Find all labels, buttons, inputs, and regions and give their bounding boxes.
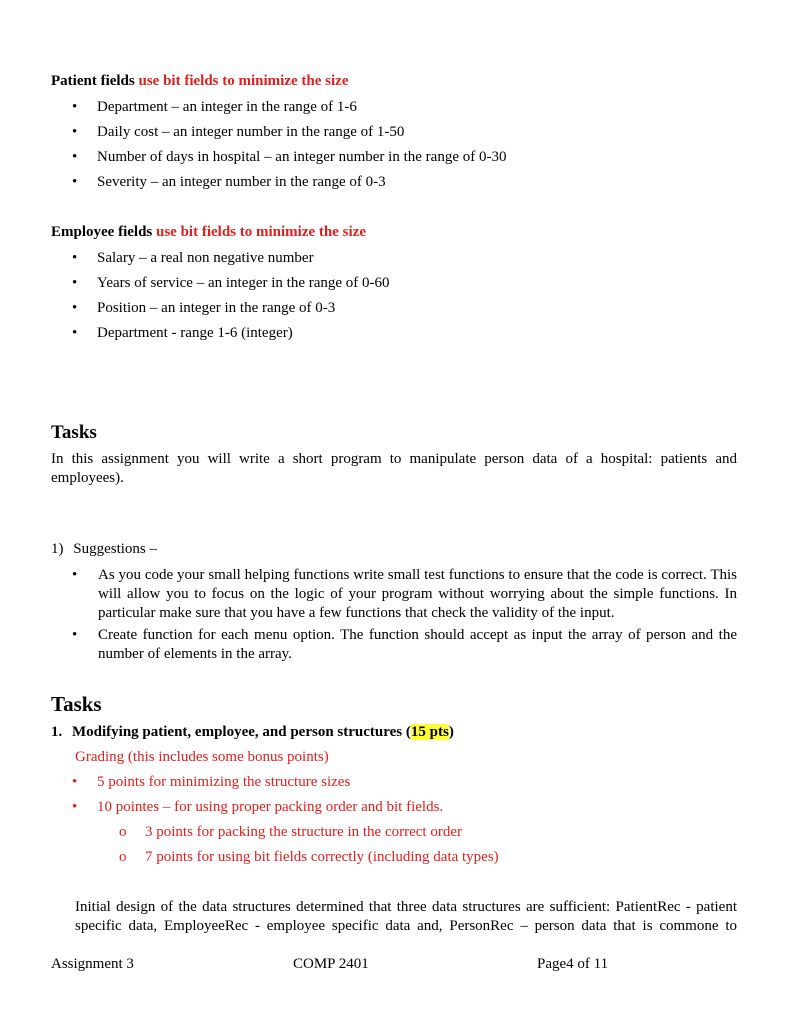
grading-title: Grading (this includes some bonus points) <box>75 749 329 765</box>
list-item: o 3 points for packing the structure in the correct order <box>119 824 462 840</box>
list-item: • Daily cost – an integer number in the range of 1-50 <box>72 124 405 140</box>
patient-fields-heading <box>51 72 348 91</box>
task-1-points-badge: 15 pts <box>410 724 449 740</box>
sub-bullet-icon: o <box>119 849 127 865</box>
list-item: • Number of days in hospital – an integer number in the range of 0-30 <box>72 149 507 165</box>
bullet-icon: • <box>72 300 78 316</box>
structures-paragraph: Initial design of the data structures determined that three data structures are sufficient: PatientRec - patient specific data, EmployeeRec - employee specific data and, PersonRec – person data that is commone to <box>75 899 737 934</box>
bullet-icon: • <box>72 627 78 643</box>
patient-fields-list <box>0 98 506 198</box>
employee-fields-heading <box>51 223 366 242</box>
suggestions-number: 1) <box>51 541 64 557</box>
sub-bullet-icon: o <box>119 824 127 840</box>
employee-fields-list <box>0 249 390 349</box>
list-item: • Department – an integer in the range of 1-6 <box>72 99 357 115</box>
bullet-icon: • <box>72 174 78 190</box>
patient-heading-note: use bit fields to minimize the size <box>138 73 349 89</box>
list-item: • 5 points for minimizing the structure sizes <box>72 774 351 790</box>
tasks-heading: Tasks <box>51 692 102 716</box>
bullet-icon: • <box>72 325 78 341</box>
list-item: • Years of service – an integer in the range of 0-60 <box>72 275 390 291</box>
list-item: • Severity – an integer number in the range of 0-3 <box>72 174 386 190</box>
suggestions-heading <box>51 540 157 559</box>
patient-heading-label: Patient fields <box>51 73 135 89</box>
employee-heading-label: Employee fields <box>51 224 153 240</box>
list-item: • As you code your small helping functions write small test functions to ensure that the code is correct. This will allow you to focus on the logic of your program without worrying about the simple functions. In particular make sure that you have a few functions that check the validity of the input. <box>72 567 737 621</box>
footer-center: COMP 2401 <box>293 956 369 972</box>
task-1-title-text: Modifying patient, employee, and person structures ( <box>72 724 411 740</box>
bullet-icon: • <box>72 275 78 291</box>
bullet-icon: • <box>72 124 78 140</box>
footer-left: Assignment 3 <box>51 956 134 972</box>
task-1-number: 1. <box>51 724 63 740</box>
list-item: • Create function for each menu option. The function should accept as input the array of person and the number of elements in the array. <box>72 627 737 662</box>
tasks-intro-paragraph: In this assignment you will write a short program to manipulate person data of a hospital: patients and employees). <box>51 451 737 486</box>
bullet-icon: • <box>72 250 78 266</box>
list-item: • Position – an integer in the range of 0-3 <box>72 300 336 316</box>
tasks-intro-heading: Tasks <box>51 422 97 443</box>
grading-list <box>0 773 443 823</box>
bullet-icon: • <box>72 567 78 583</box>
bullet-icon: • <box>72 774 78 790</box>
bullet-icon: • <box>72 149 78 165</box>
list-item: • Salary – a real non negative number <box>72 250 314 266</box>
bullet-icon: • <box>72 799 78 815</box>
employee-heading-note: use bit fields to minimize the size <box>156 224 366 240</box>
list-item: o 7 points for using bit fields correctly (including data types) <box>119 849 499 865</box>
footer-page-number: Page4 of 11 <box>537 956 609 972</box>
suggestions-title: Suggestions – <box>73 541 158 557</box>
task-1-title: 1. Modifying patient, employee, and person structures (15 pts) <box>51 724 454 740</box>
list-item: • Department - range 1-6 (integer) <box>72 325 293 341</box>
bullet-icon: • <box>72 99 78 115</box>
list-item: • 10 pointes – for using proper packing order and bit fields. <box>72 799 444 815</box>
